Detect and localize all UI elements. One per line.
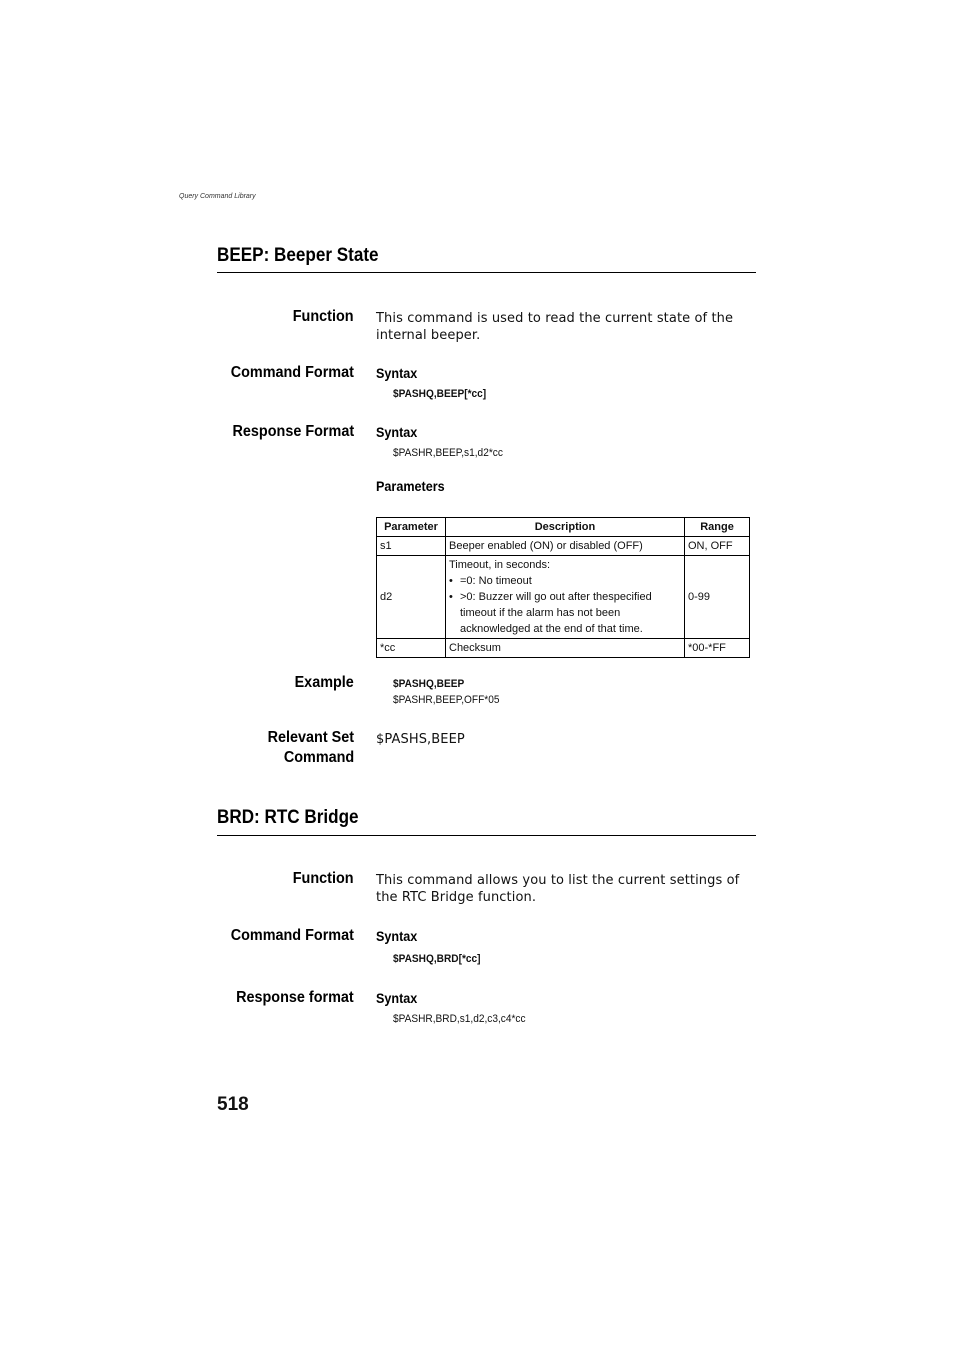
command-syntax-label: Syntax [376, 365, 418, 381]
page-number: 518 [217, 1094, 249, 1115]
function-text: This command is used to read the current state of the internal beeper. [376, 311, 734, 343]
response-syntax-label: Syntax [376, 424, 418, 440]
table-cell-range: 0-99 [685, 556, 750, 639]
table-cell-param: s1 [377, 537, 446, 556]
parameters-table [376, 517, 750, 658]
response-format-label: Response format [236, 989, 354, 1006]
desc-item: • =0: No timeout [449, 573, 681, 589]
table-header: Parameter [377, 518, 446, 537]
response-format-label: Response Format [232, 423, 354, 440]
table-cell-desc [446, 556, 685, 639]
section-rule [217, 272, 756, 273]
table-cell-range: ON, OFF [685, 537, 750, 556]
example-query: $PASHQ,BEEP [393, 678, 465, 690]
function-text: This command allows you to list the current settings of the RTC Bridge function. [376, 873, 740, 905]
running-header: Query Command Library [179, 193, 256, 200]
response-syntax: $PASHR,BEEP,s1,d2*cc [393, 447, 503, 459]
table-cell-range: *00-*FF [685, 639, 750, 658]
table-header: Range [685, 518, 750, 537]
desc-intro: Timeout, in seconds: [449, 559, 551, 571]
table-cell-desc: Checksum [446, 639, 685, 658]
table-row [377, 639, 750, 658]
command-syntax: $PASHQ,BEEP[*cc] [393, 388, 487, 400]
table-cell-param: d2 [377, 556, 446, 639]
desc-item: • >0: Buzzer will go out after thespecified timeout if the alarm has not been acknowledged at the end of that time. [449, 589, 681, 637]
table-header: Description [446, 518, 685, 537]
table-cell-desc: Beeper enabled (ON) or disabled (OFF) [446, 537, 685, 556]
command-format-label: Command Format [230, 364, 354, 381]
function-label: Function [293, 308, 354, 325]
response-syntax-label: Syntax [376, 990, 418, 1006]
table-row [377, 556, 750, 639]
command-syntax: $PASHQ,BRD[*cc] [393, 953, 481, 965]
example-response: $PASHR,BEEP,OFF*05 [393, 694, 500, 706]
table-cell-param: *cc [377, 639, 446, 658]
desc-list [449, 573, 681, 637]
table-header-row [377, 518, 750, 537]
example-label: Example [294, 674, 354, 691]
command-format-label: Command Format [230, 927, 354, 944]
section-title-beep: BEEP: Beeper State [217, 245, 379, 266]
table-row [377, 537, 750, 556]
command-syntax-label: Syntax [376, 928, 418, 944]
section-rule [217, 835, 756, 836]
section-title-brd: BRD: RTC Bridge [217, 807, 359, 828]
relevant-value: $PASHS,BEEP [376, 732, 465, 747]
response-syntax: $PASHR,BRD,s1,d2,c3,c4*cc [393, 1013, 526, 1025]
function-label: Function [293, 870, 354, 887]
relevant-set-label: Relevant Set [267, 729, 354, 746]
parameters-label: Parameters [376, 478, 445, 494]
relevant-command-label: Command [283, 749, 354, 766]
